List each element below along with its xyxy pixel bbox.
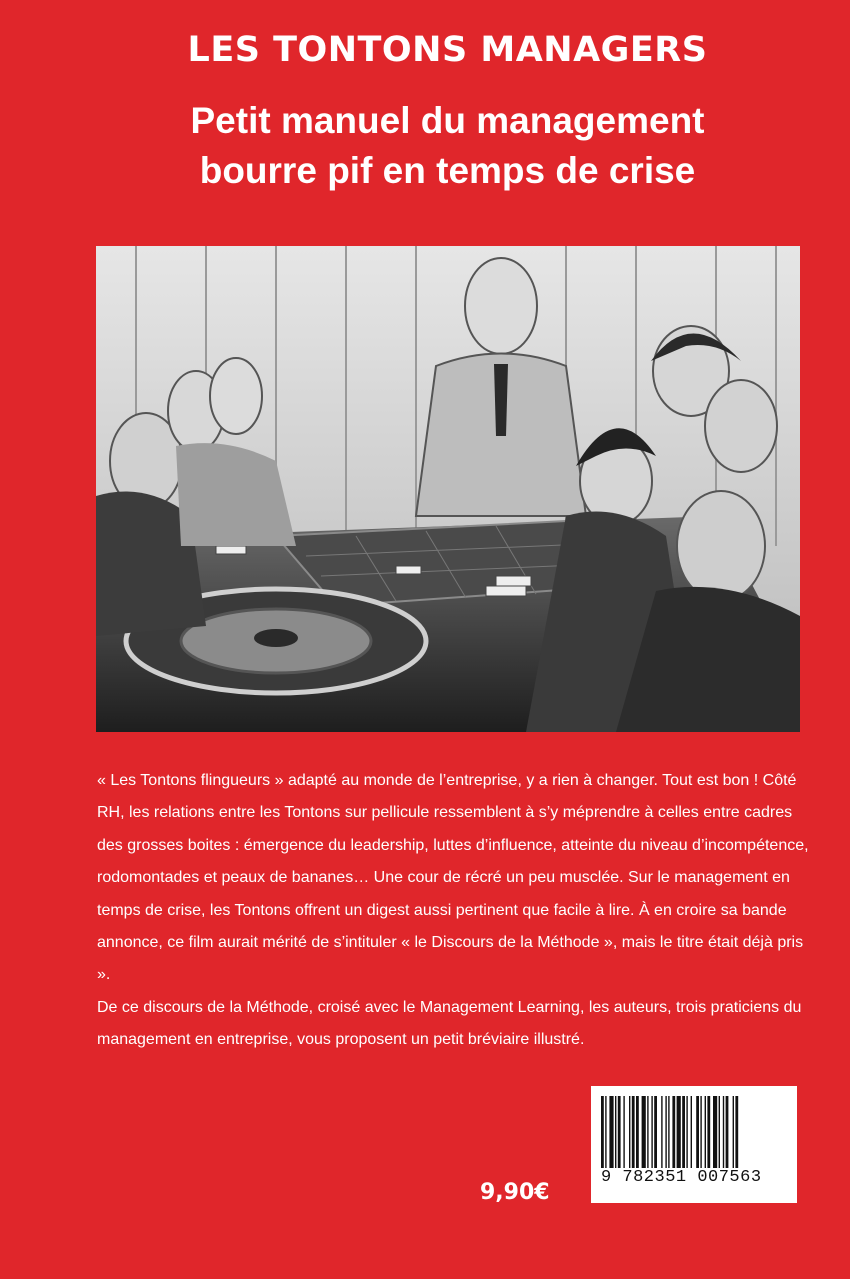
barcode-bars [601, 1096, 787, 1168]
blurb-paragraph-2: De ce discours de la Méthode, croisé avec le Management Learning, les auteurs, trois praticiens du management en entreprise, vous proposent un petit bréviaire illustré. [97, 998, 802, 1049]
book-price: 9,90€ [480, 1180, 550, 1205]
cover-illustration [96, 246, 800, 732]
isbn-number: 9 782351 007563 [601, 1168, 762, 1187]
subtitle-line-2: bourre pif en temps de crise [199, 150, 696, 191]
book-title: LES TONTONS MANAGERS [187, 30, 708, 70]
blurb-paragraph-1: « Les Tontons flingueurs » adapté au monde de l’entreprise, y a rien à changer. Tout est bon ! Côté RH, les relations entre les Tontons sur pellicule ressemblent à s’y méprendre à celles entre cadres des grosses boites : émergence du leadership, luttes d’influence, atteinte du niveau d’incompétence, rodomontades et peaux de bananes… Une cour de récré un peu musclée. Sur le management en temps de crise, les Tontons offrent un digest aussi pertinent que facile à lire. À en croire sa bande annonce, ce film aurait mérité de s’intituler « le Discours de la Méthode », mais le titre était déjà pris ». [97, 772, 809, 984]
subtitle-line-1: Petit manuel du management [190, 100, 705, 141]
book-subtitle [0, 96, 850, 196]
back-cover-blurb [97, 765, 809, 1057]
isbn-barcode [591, 1086, 797, 1203]
